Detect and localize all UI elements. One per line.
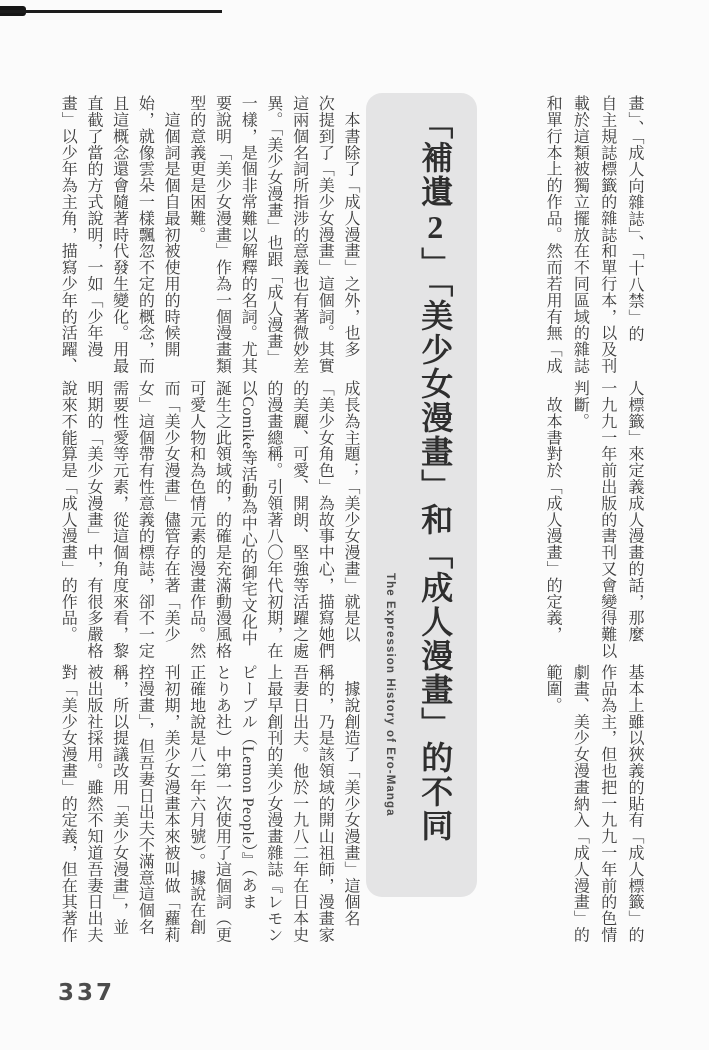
text-column: 範圍。 (544, 664, 562, 714)
text-column: 判斷。 (571, 380, 589, 430)
body-band-2 (55, 380, 363, 668)
text-column: 載於這類被獨立擺放在不同區域的雜誌 (571, 95, 589, 374)
appendix-title-prefix: 「補遺 (417, 107, 454, 209)
scan-artifact-line (0, 10, 222, 13)
text-column: 始，就像雲朵一樣飄忽不定的概念，而 (136, 95, 154, 374)
page-number: 337 (58, 980, 116, 1006)
text-column: 稱，所以提議改用「美少女漫畫」，並 (110, 664, 128, 935)
text-column: 據說創造了「美少女漫畫」這個名 (342, 664, 359, 927)
text-column: 吾妻日出夫。他於一九八二年在日本史 (290, 664, 308, 943)
text-column: ピープル（Lemon People）』（あま (239, 664, 257, 910)
text-column: 要說明「美少女漫畫」作為一個漫畫類 (213, 95, 231, 374)
prev-section-band-2 (536, 380, 648, 668)
text-column: 說來不能算是「成人漫畫」的作品。 (59, 380, 77, 643)
text-column: 的美麗、可愛、開朗、堅強等活躍之處 (290, 380, 308, 659)
text-column: 「美少女角色」為故事中心，描寫她們 (316, 380, 334, 659)
text-column: 這兩個名詞所指涉的意義也有著微妙差 (290, 95, 308, 374)
text-column: 一樣，是個非常難以解釋的名詞。尤其 (239, 95, 257, 374)
appendix-subtitle-english: The Expression History of Ero-Manga (384, 573, 396, 817)
body-band-3 (55, 664, 363, 952)
text-column: 明期的「美少女漫畫」中，有很多嚴格 (84, 380, 102, 659)
text-column: 人標籤」來定義成人漫畫的話，那麼 (626, 380, 643, 643)
text-column: 以Comike等活動為中心的御宅文化中 (239, 380, 257, 647)
text-column: 一九九一年前出版的書刊又會變得難以 (598, 380, 616, 659)
body-band-1 (55, 95, 363, 383)
text-column: 劇畫、美少女漫畫納入「成人漫畫」的 (571, 664, 589, 943)
text-column: 型的意義更是困難。 (187, 95, 205, 243)
text-column: 對「美少女漫畫」的定義，但在其著作 (59, 664, 77, 943)
prev-section-band-3 (536, 664, 648, 952)
text-column: とりあ社）中第一次使用了這個詞（更 (213, 664, 231, 943)
text-column: 本書除了「成人漫畫」之外，也多 (342, 95, 359, 358)
text-column: 的漫畫總稱。引領著八〇年代初期，在 (264, 380, 282, 659)
text-column: 和單行本上的作品。然而若用有無「成 (544, 95, 562, 374)
appendix-number: 2 (417, 209, 454, 247)
text-column: 誕生之此領域的，的確是充滿動漫風格 (213, 380, 231, 659)
appendix-title-box (366, 93, 477, 897)
text-column: 稱的，乃是該領域的開山祖師，漫畫家 (316, 664, 334, 943)
text-column: 可愛人物和為色情元素的漫畫作品。然 (187, 380, 205, 659)
appendix-title (417, 107, 452, 843)
prev-section-band-1 (536, 95, 648, 383)
text-column: 上最早創刊的美少女漫畫雜誌『レモン (264, 664, 282, 943)
text-column: 被出版社採用。雖然不知道吾妻日出夫 (84, 664, 102, 943)
text-column: 異。「美少女漫畫」也跟「成人漫畫」 (264, 95, 282, 366)
text-column: 女」這個帶有性意義的標誌，卻不一定 (136, 380, 154, 659)
text-column: 而「美少女漫畫」儘管存在著「美少 (162, 380, 180, 643)
appendix-title-rest: 」「美少女漫畫」和「成人漫畫」的不同 (417, 247, 454, 843)
text-column: 畫」以少年為主角，描寫少年的活躍、 (59, 95, 77, 374)
text-column: 且這概念還會隨著時代發生變化。用最 (110, 95, 128, 374)
text-column: 直截了當的方式說明，一如「少年漫 (84, 95, 102, 358)
text-column: 自主規誌標籤的雜誌和單行本，以及刊 (598, 95, 616, 374)
text-column: 控漫畫」，但吾妻日出夫不滿意這個名 (136, 664, 154, 935)
text-column: 畫」、「成人向雜誌」、「十八禁」的 (626, 95, 643, 342)
text-column: 這個詞是個自最初被使用的時候開 (162, 95, 180, 358)
text-column: 基本上雖以狹義的貼有「成人標籤」的 (626, 664, 643, 943)
text-column: 刊初期，美少女漫畫本來被叫做「蘿莉 (162, 664, 180, 943)
text-column: 故本書對於「成人漫畫」的定義， (544, 380, 562, 643)
text-column: 正確地說是八二年六月號）。據說在創 (187, 664, 205, 935)
text-column: 需要性愛等元素，從這個角度來看，黎 (110, 380, 128, 659)
text-column: 次提到了「美少女漫畫」這個詞。其實 (316, 95, 334, 374)
text-column: 作品為主，但也把一九九一年前的色情 (598, 664, 616, 943)
text-column: 成長為主題；「美少女漫畫」就是以 (342, 380, 359, 643)
